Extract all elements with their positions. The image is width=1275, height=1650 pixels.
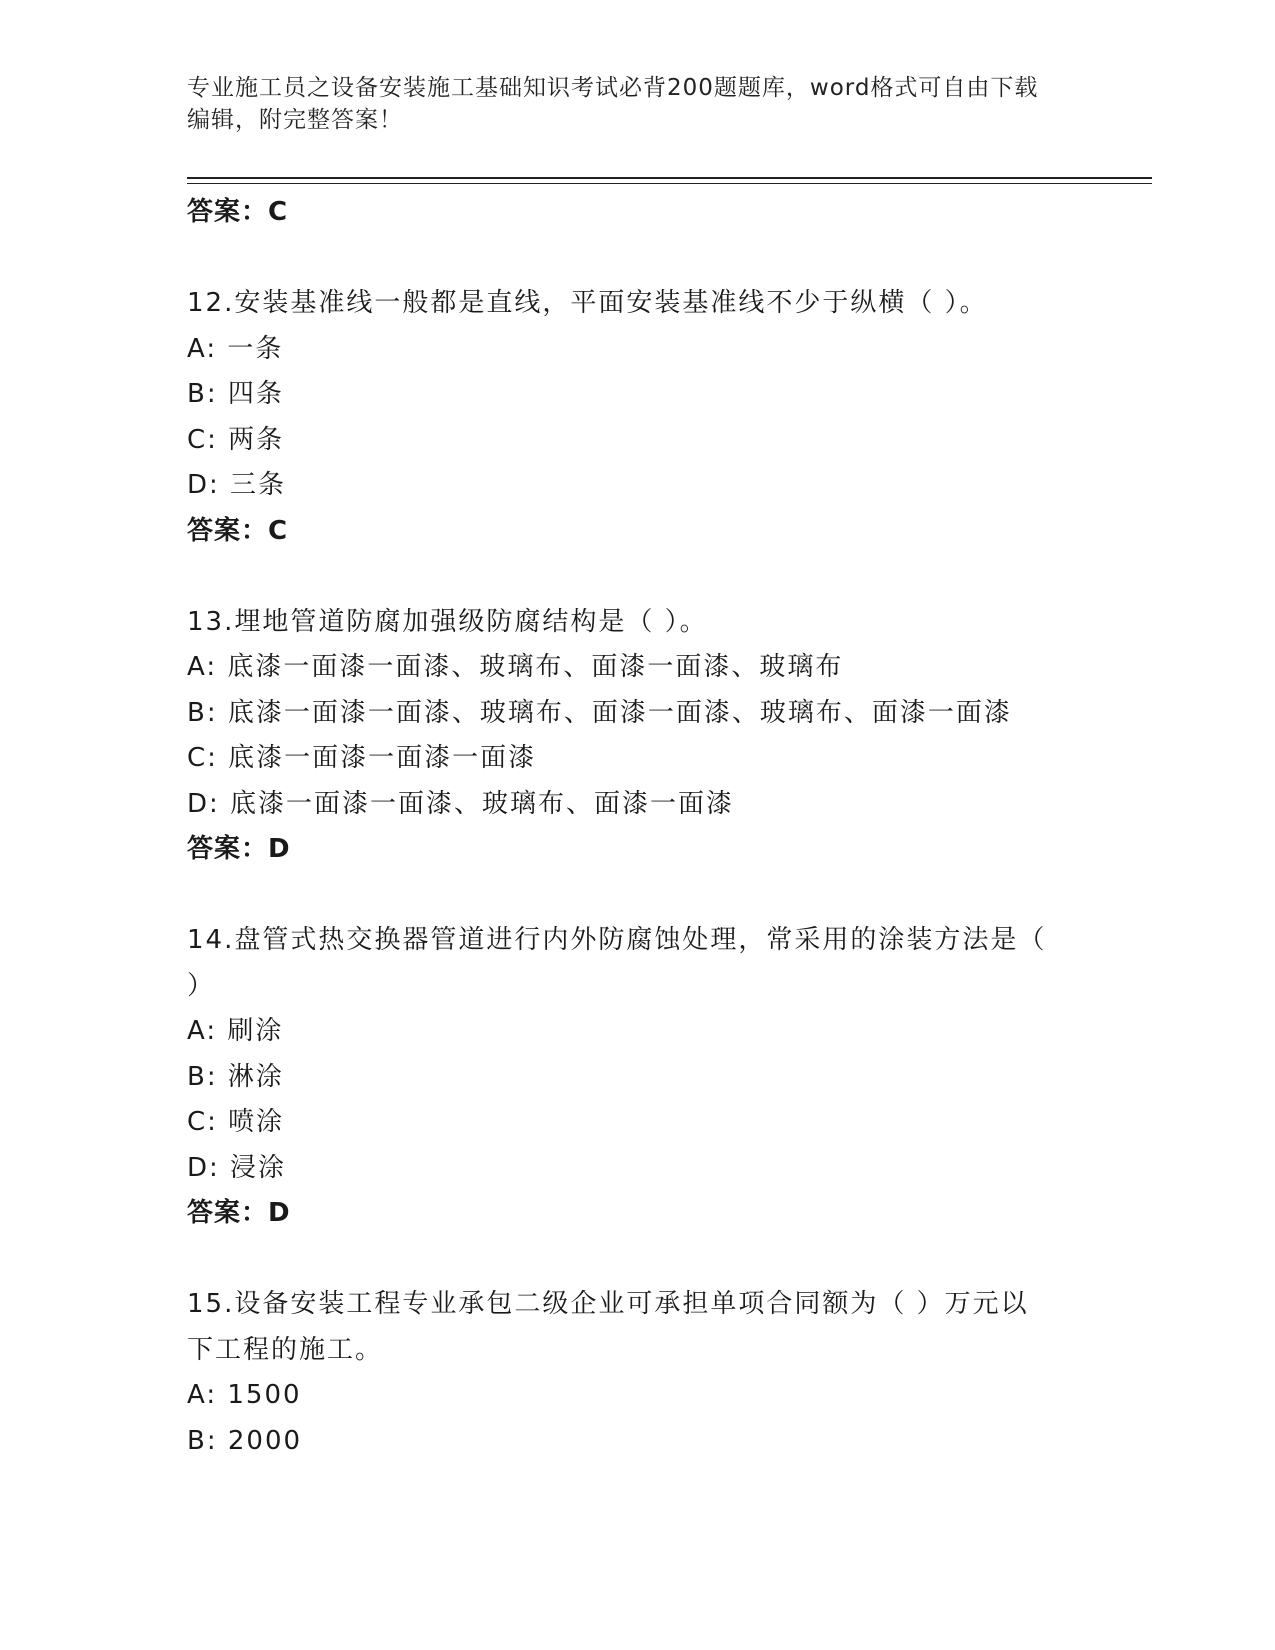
question-list (187, 190, 1087, 1464)
option-b: B: 四条 (187, 379, 284, 409)
question-stem: 13.埋地管道防腐加强级防腐结构是（ ）。 (187, 606, 708, 637)
answer: 答案：C (187, 515, 289, 546)
question-stem: 15.设备安装工程专业承包二级企业可承担单项合同额为（ ）万元以 (187, 1289, 1029, 1319)
spacer (187, 873, 1087, 919)
option-c: C: 两条 (187, 424, 285, 455)
option-d: D: 底漆一面漆一面漆、玻璃布、面漆一面漆 (187, 788, 735, 819)
header-line-2: 编辑，附完整答案！ (187, 107, 403, 133)
previous-answer: 答案：C (187, 197, 289, 227)
option-b: B: 2000 (187, 1425, 303, 1456)
option-c: C: 底漆一面漆一面漆一面漆 (187, 743, 537, 773)
header-rule-thin (187, 183, 1152, 184)
question-15 (187, 1282, 1087, 1464)
option-a: A: 1500 (187, 1380, 302, 1410)
question-stem-continued: 下工程的施工。 (187, 1334, 384, 1365)
option-c: C: 喷涂 (187, 1107, 285, 1137)
question-12 (187, 281, 1087, 554)
option-a: A: 一条 (187, 333, 284, 364)
option-b: B: 淋涂 (187, 1061, 284, 1092)
document-header (187, 72, 1087, 136)
question-13 (187, 600, 1087, 873)
option-a: A: 底漆一面漆一面漆、玻璃布、面漆一面漆、玻璃布 (187, 652, 844, 682)
question-stem-continued: ） (187, 970, 216, 1001)
spacer (187, 1237, 1087, 1283)
header-rule-thick (187, 177, 1152, 179)
question-stem: 14.盘管式热交换器管道进行内外防腐蚀处理，常采用的涂装方法是（ (187, 925, 1047, 955)
question-14 (187, 918, 1087, 1237)
spacer (187, 236, 1087, 282)
spacer (187, 554, 1087, 600)
question-stem: 12.安装基准线一般都是直线，平面安装基准线不少于纵横（ ）。 (187, 288, 988, 318)
answer: 答案：D (187, 834, 291, 864)
option-b: B: 底漆一面漆一面漆、玻璃布、面漆一面漆、玻璃布、面漆一面漆 (187, 697, 1012, 728)
header-line-1: 专业施工员之设备安装施工基础知识考试必背200题题库，word格式可自由下载 (187, 75, 1039, 101)
option-a: A: 刷涂 (187, 1016, 284, 1046)
option-d: D: 三条 (187, 470, 287, 500)
answer: 答案：D (187, 1198, 291, 1228)
option-d: D: 浸涂 (187, 1152, 287, 1183)
